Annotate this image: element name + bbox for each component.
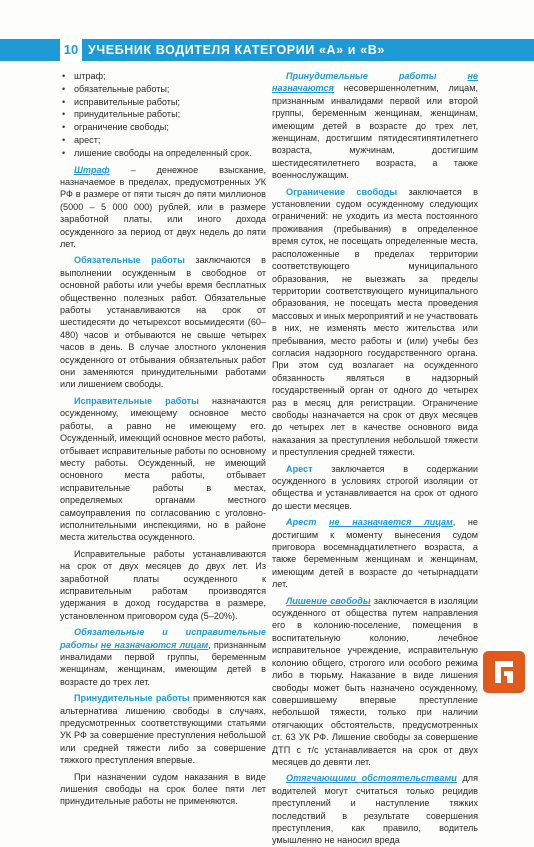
paragraph-text: – денежное взыскание, назначаемое в пределах, предусмотренных УК РФ в размере от пяти тысяч до пяти миллионов (5000 – 5 000 000) рублей, или в размере заработной платы, или иного дохода осужденного за период от двух недель до пяти лет. <box>60 164 266 250</box>
list-item: • исправительные работы; <box>60 96 266 109</box>
left-column <box>60 70 266 808</box>
paragraph-text: заключается в установлении судом осужденному следующих ограничений: не уходить из места постоянного проживания (пребывания) в определенное время суток, не посещать определенные места, расположенные в пределах территории соответствующего муниципального образования, не выезжать за пределы территории соответствующего муниципального образования, не посещать места проведения массовых и иных мероприятий и не участвовать в них, не изменять место жительства или пребывания, место работы и (или) учебы без согласия надзорного государственного органа. При этом суд возлагает на осужденного обязанность являться в надзорный государственный орган от одного до четырех раз в месяц для регистрации. Ограничение свободы назначается на срок от двух месяцев до четырех лет в качестве основного вида наказания за преступления небольшой тяжести и преступления средней тяжести. <box>272 186 479 458</box>
paragraph-text: заключается в изоляции осужденного от общества путем направления его в колонию-поселение, помещения в воспитательную колонию, лечебное исправительное учреждение, исправительную колонию общего, строгого или особого режима либо в тюрьму. Наказание в виде лишения свободы может быть назначено осужденному, совершившему впервые преступление небольшой тяжести, только при наличии отягчающих обстоятельств, предусмотренных ст. 63 УК РФ. Лишение свободы за совершение ДТП с т/с устанавливается на срок от двух месяцев до девяти лет. <box>272 595 478 767</box>
paragraph-text: , не достигшим к моменту вынесения судом приговора восемнадцатилетнего возраста, а также беременным женщинам и женщинам, имеющим детей в возрасте до четырнадцати лет. <box>272 517 478 590</box>
term-emphasis: не назначается лицам <box>329 517 453 528</box>
book-title: УЧЕБНИК ВОДИТЕЛЯ КАТЕГОРИИ «А» и «В» <box>88 43 385 57</box>
paragraph-exemptions <box>60 626 266 688</box>
term: Ограничение свободы <box>286 186 398 197</box>
paragraph-text: назначаются осужденному, имеющему основное место работы, а равно не имеющему его. Осужденный, имеющий основное место работы, отбывает исправительные работы по основному месту работы. Осужденный, не имеющий основного места работы, отбывает исправительные работы в местах, определяемых органами местного самоуправления по согласованию с уголовно-исполнительными инспекциями, но в районе места жительства осужденного. <box>60 395 266 543</box>
paragraph-text: , признанным инвалидами первой группы, беременным женщинам, женщинам, имеющим детей в возрасте до трех лет. <box>60 639 266 687</box>
labirint-logo-icon <box>483 651 525 693</box>
term-emphasis: не назначаются <box>272 71 478 94</box>
list-item: • принудительные работы; <box>60 108 266 121</box>
term: Исправительные работы <box>74 395 199 406</box>
term: Обязательные работы <box>74 255 185 266</box>
list-item: • штраф; <box>60 70 266 83</box>
term: Арест <box>286 517 330 528</box>
paragraph-fine <box>60 164 266 251</box>
term: Арест <box>286 463 313 474</box>
term: Лишение свободы <box>286 595 371 606</box>
right-column <box>272 70 478 847</box>
paragraph-text: заключаются в выполнении осужденным в свободное от основной работы или учебы время бесплатных общественно полезных работ. Обязательные работы устанавливаются на срок от шестидесяти до четырехсот восьмидесяти (60–480) часов и отбываются не свыше четырех часов в день. В случае злостного уклонения осужденного от отбывания обязательных работ они заменяются принудительными работами или лишением свободы. <box>60 255 266 390</box>
paragraph-forced-labor-limit: При назначении судом наказания в виде лишения свободы на срок более пяти лет принудительные работы не применяются. <box>60 771 266 807</box>
term: Штраф <box>74 164 110 175</box>
paragraph-text: для водителей могут считаться только рецидив преступлений и наступление тяжких последствий в результате совершения преступления, как правило, водитель умышленно не наносил вреда <box>272 773 478 846</box>
paragraph-restriction-of-freedom <box>272 186 478 459</box>
paragraph-text: несовершеннолетним, лицам, признанным инвалидами первой или второй группы, беременным женщинам, женщинам, имеющим детей в возрасте до трех лет, женщинам, достигшим пятидесятипятилетнего возраста, мужчинам, достигшим шестидесятилетнего возраста, а также военнослужащим. <box>272 83 478 181</box>
paragraph-correctional-work <box>60 395 266 544</box>
term: Принудительные работы <box>286 71 468 81</box>
term: Обязательные и исправительные работы <box>60 627 266 650</box>
paragraph-arrest <box>272 463 478 513</box>
paragraph-text: применяются как альтернатива лишению свободы в случаях, предусмотренных соответствующими статьями УК РФ за совершение преступления небольшой или средней тяжести либо за совершение тяжкого преступления впервые. <box>60 693 266 766</box>
paragraph-aggravating <box>272 772 478 846</box>
term: Отягчающими обстоятельствами <box>286 773 457 784</box>
paragraph-arrest-exemptions <box>272 516 478 590</box>
list-item: • ограничение свободы; <box>60 121 266 134</box>
paragraph-forced-labor-exemptions <box>272 70 478 182</box>
term: Принудительные работы <box>74 693 190 704</box>
paragraph-text: заключается в содержании осужденного в условиях строгой изоляции от общества и устанавливается на срок от одного до шести месяцев. <box>272 463 478 511</box>
list-item: • лишение свободы на определенный срок. <box>60 147 266 160</box>
paragraph-compulsory-work <box>60 254 266 390</box>
paragraph-imprisonment <box>272 595 478 769</box>
page-number: 10 <box>60 39 82 61</box>
punishment-list <box>60 70 266 160</box>
term-emphasis: не назначаются лицам <box>100 639 209 650</box>
page-header <box>0 39 534 61</box>
paragraph-forced-labor <box>60 692 266 766</box>
list-item: • обязательные работы; <box>60 83 266 96</box>
list-item: • арест; <box>60 134 266 147</box>
paragraph-correctional-terms: Исправительные работы устанавливаются на срок от двух месяцев до двух лет. Из заработной платы осужденного к исправительным работам производятся удержания в доход государства в размере, установленном приговором суда (5–20%). <box>60 548 266 621</box>
